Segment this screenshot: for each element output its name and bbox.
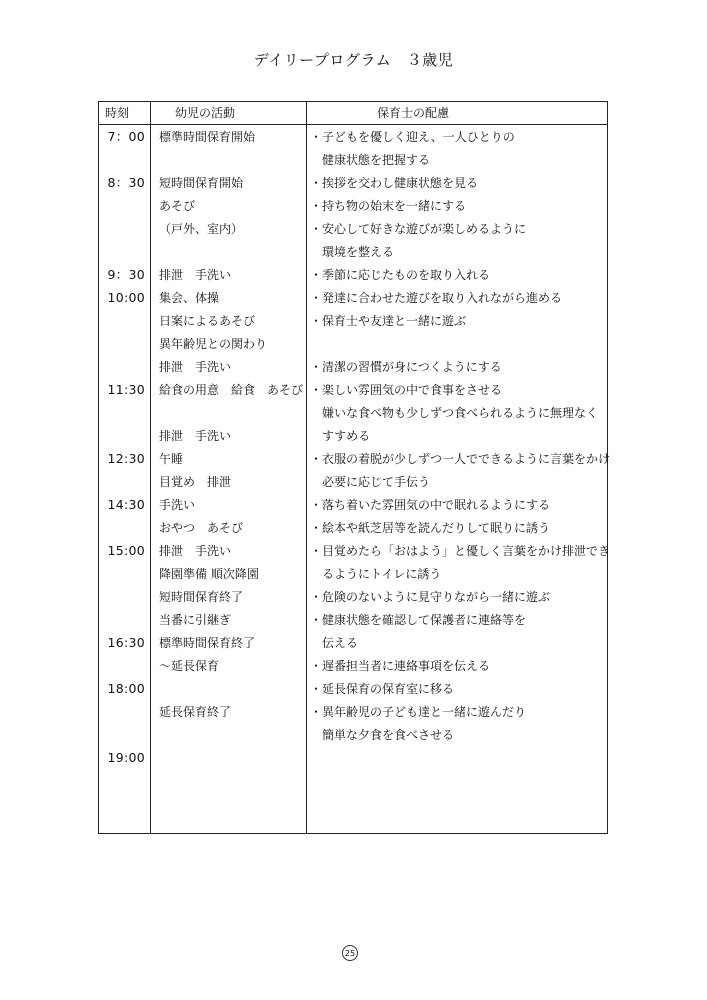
row-activity: 集会、体操: [159, 291, 220, 305]
table-row: [99, 126, 607, 149]
row-time: 16:30: [107, 635, 145, 650]
row-activity: 日案によるあそび: [159, 314, 256, 328]
row-activity: 手洗い: [159, 498, 196, 512]
row-time: 18:00: [107, 681, 145, 696]
row-activity: 排泄 手洗い: [159, 268, 232, 282]
row-activity: 排泄 手洗い: [159, 360, 232, 374]
row-activity: 当番に引継ぎ: [159, 613, 232, 627]
row-activity: 給食の用意 給食 あそび: [159, 383, 304, 397]
schedule-rows: [99, 126, 611, 770]
row-care: ・清潔の習慣が身につくようにする: [310, 360, 502, 374]
row-activity: 標準時間保育開始: [159, 130, 256, 144]
row-care: ・危険のないように見守りながら一緒に遊ぶ: [310, 590, 551, 604]
row-care: すすめる: [310, 429, 371, 443]
table-row: [99, 149, 607, 172]
table-row: [99, 655, 607, 678]
table-row: [99, 563, 607, 586]
header-activity: 幼児の活動: [175, 106, 236, 120]
row-care: ・保育士や友達と一緒に遊ぶ: [310, 314, 467, 328]
row-care: ・安心して好きな遊びが楽しめるように: [310, 222, 527, 236]
table-row: [99, 701, 607, 724]
table-row: [99, 609, 607, 632]
row-activity: 延長保育終了: [159, 705, 232, 719]
table-row: [99, 747, 607, 770]
table-row: [99, 586, 607, 609]
row-care: ・子どもを優しく迎え、一人ひとりの: [310, 130, 515, 144]
row-time: 7：00: [107, 129, 145, 144]
table-row: [99, 264, 607, 287]
row-time: 11:30: [107, 382, 145, 397]
table-row: [99, 724, 607, 747]
table-row: [99, 310, 607, 333]
row-activity: 排泄 手洗い: [159, 429, 232, 443]
header-time: 時刻: [105, 106, 130, 120]
table-row: [99, 632, 607, 655]
table-row: [99, 379, 607, 402]
row-care: ・目覚めたら「おはよう」と優しく言葉をかけ排泄でき: [310, 544, 611, 558]
row-time: 15:00: [107, 543, 145, 558]
table-row: [99, 218, 607, 241]
row-activity: あそび: [159, 199, 196, 213]
table-row: [99, 172, 607, 195]
row-activity: 短時間保育終了: [159, 590, 244, 604]
table-row: [99, 333, 607, 356]
row-care: 簡単な夕食を食べさせる: [310, 728, 455, 742]
row-time: 12:30: [107, 451, 145, 466]
row-time: 9：30: [107, 267, 145, 282]
row-time: 19:00: [107, 750, 145, 765]
row-activity: 異年齢児との関わり: [159, 337, 268, 351]
row-care: ・絵本や紙芝居等を読んだりして眠りに誘う: [310, 521, 551, 535]
row-care: ・持ち物の始末を一緒にする: [310, 199, 467, 213]
table-row: [99, 540, 611, 563]
row-care: ・健康状態を確認して保護者に連絡等を: [310, 613, 527, 627]
table-row: [99, 448, 611, 471]
row-activity: ～延長保育: [159, 659, 220, 673]
row-activity: 降園準備 順次降園: [159, 567, 259, 581]
table-row: [99, 494, 607, 517]
row-care: ・異年齢児の子ども達と一緒に遊んだり: [310, 705, 527, 719]
row-activity: 標準時間保育終了: [159, 636, 256, 650]
row-care: ・挨拶を交わし健康状態を見る: [310, 176, 479, 190]
page-number: 25: [342, 945, 358, 961]
row-care: るようにトイレに誘う: [310, 567, 442, 581]
row-activity: 午睡: [159, 452, 184, 466]
header-care: 保育士の配慮: [377, 106, 450, 120]
row-activity: おやつ あそび: [159, 521, 244, 535]
table-row: [99, 402, 607, 425]
row-care: ・衣服の着脱が少しずつ一人でできるように言葉をかけ: [310, 452, 611, 466]
table-row: [99, 517, 607, 540]
row-activity: 短時間保育開始: [159, 176, 244, 190]
row-care: ・季節に応じたものを取り入れる: [310, 268, 491, 282]
row-care: ・発達に合わせた遊びを取り入れながら進める: [310, 291, 563, 305]
row-time: 8：30: [107, 175, 145, 190]
schedule-table: [98, 101, 611, 834]
row-care: 嫌いな食べ物も少しずつ食べられるように無理なく: [310, 406, 599, 420]
table-row: [99, 471, 607, 494]
header-divider: [99, 124, 607, 125]
row-activity: （戸外、室内）: [159, 222, 244, 236]
row-activity: 目覚め 排泄: [159, 475, 232, 489]
row-care: 必要に応じて手伝う: [310, 475, 431, 489]
row-care: 健康状態を把握する: [310, 153, 431, 167]
table-row: [99, 287, 607, 310]
row-care: ・楽しい雰囲気の中で食事をさせる: [310, 383, 503, 397]
row-time: 10:00: [107, 290, 145, 305]
row-care: ・落ち着いた雰囲気の中で眠れるようにする: [310, 498, 551, 512]
table-row: [99, 425, 607, 448]
table-row: [99, 356, 607, 379]
row-care: ・延長保育の保育室に移る: [310, 682, 455, 696]
table-row: [99, 241, 607, 264]
table-row: [99, 195, 607, 218]
row-care: 伝える: [310, 636, 359, 650]
row-care: ・遅番担当者に連絡事項を伝える: [310, 659, 491, 673]
row-activity: 排泄 手洗い: [159, 544, 232, 558]
page-title: デイリープログラム ３歳児: [253, 51, 454, 69]
table-row: [99, 678, 607, 701]
row-time: 14:30: [107, 497, 145, 512]
row-care: 環境を整える: [310, 245, 395, 259]
